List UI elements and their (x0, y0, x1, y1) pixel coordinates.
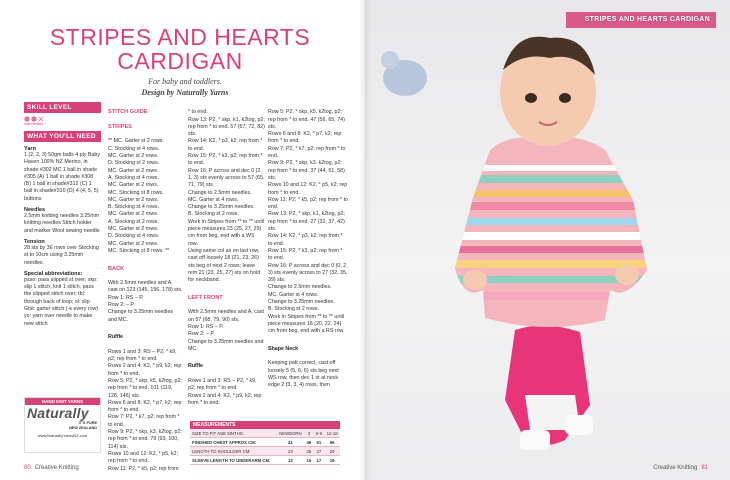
pattern-title-line2: CARDIGAN (117, 48, 243, 74)
table-cell: 41 (277, 438, 305, 447)
table-cell: 15 (304, 456, 313, 465)
ruffle-text: Rows 1 and 3: RS – P2, * k9, p2; rep from * to end. Rows 2 and 4: K2, * p9, k2; rep from * to end. Row 5: P2, * skp, k5, k2tog, p2; rep from * to end. 101 (119, 128, 146) sts. Rows 6 and 8: K2, * p7, k2; rep from * to end. Row 7: P2, * k7, p2; rep from * to end. Row 9: P2, * skp, k3, k2tog, p2; rep from * to end. 79 (93, 100, 114) sts. Rows 10 and 12: K2, * p5, k2; rep from * to end. Row 11: P2, * k5, p2; rep from (108, 348, 182, 472)
page-number: 80 (24, 465, 31, 471)
page-gutter (359, 0, 371, 480)
skill-level-heading: SKILL LEVEL (24, 102, 101, 113)
ruffle-heading: Ruffle (108, 334, 124, 341)
table-cell: 19 (324, 456, 340, 465)
abbreviations-heading: Special abbreviations: (24, 270, 83, 277)
table-cell: 23 (277, 447, 305, 456)
table-cell: 12-18 (324, 429, 340, 438)
naturally-yarns-logo (24, 397, 101, 453)
table-row (190, 438, 340, 447)
table-cell: 51 (314, 438, 325, 447)
magazine-name: Creative Knitting (34, 465, 79, 471)
logo-tagline-2: NEW ZEALAND (68, 426, 97, 430)
shape-neck-heading: Shape Neck (268, 345, 299, 352)
table-cell: 27 (314, 447, 325, 456)
logo-banner: HAND KNIT YARNS (25, 398, 100, 405)
left-ruffle-text: Rows 1 and 3: RS – P2, * k9, p2; rep from * to end. Rows 2 and 4: K2, * p9, k2; rep from * to end. (188, 377, 262, 406)
left-ruffle-heading: Ruffle (188, 363, 204, 370)
stitch-guide-heading: STITCH GUIDE (108, 109, 148, 116)
table-cell: 17 (314, 456, 325, 465)
needles-heading: Needles (24, 207, 46, 214)
yarn-text: 1 (2, 2, 3) 50gm balls 4 ply Baby Haven 100% NZ Merino, in shade #302 MC 1 ball in shade #305 (A) 1 ball in shade #308 (B) 1 ball in shade#312 (C) 1 ball in shade#310 (D) 4 (4, 5, 5) buttons (24, 152, 100, 202)
baby-photo (365, 0, 730, 480)
table-row (190, 456, 340, 465)
materials-sidebar (24, 102, 101, 328)
left-page-footer (24, 465, 79, 471)
table-cell: 29 (324, 447, 340, 456)
instructions-column-2 (188, 102, 265, 414)
table-cell: NEWBORN (277, 429, 305, 438)
right-page (365, 0, 730, 480)
yarn-heading: Yarn (24, 146, 36, 152)
table-cell: FINISHED CHEST APPROX CM: (190, 438, 277, 447)
designer-credit: Design by Naturally Yarns (141, 88, 229, 97)
left-front-heading: LEFT FRONT (188, 294, 223, 301)
pattern-title-line1: STRIPES AND HEARTS (49, 24, 311, 50)
table-cell: 3 (304, 429, 313, 438)
skill-icon-group (24, 116, 44, 126)
table-header-row (190, 429, 340, 438)
back-continued-text: * to end. Row 13: P2, * skp, k1, k2tog, p2; rep from * to end. 57 (67, 72, 82) sts. Row 14: K2, * p3, k2; rep from * to end. Row 15: P2, * k3, p2; rep from * to end. Row 16: P across and dec 0 (2, 1, 3) sts evenly across to 57 (65, 71, 79) sts. Change to 2.5mm needles. MC. Garter st 4 rows. Change to 3.25mm needles. B. Stocking st 2 rows. Work in Stripes from ** to ** until piece measures 23 (25, 27, 29) cm from beg, end with a WS row. Using same col as on last row, cast off loosely 18 (21, 23, 26) sts beg of next 2 rows; leave rem 21 (23, 25, 27) sts on hold for neckband. (188, 109, 265, 284)
logo-url: www.NaturallyYarnsNZ.com (37, 433, 88, 438)
table-row (190, 447, 340, 456)
magazine-name: Creative Knitting (653, 465, 698, 471)
skill-level-indicator (24, 116, 101, 126)
stripes-heading: STRIPES (108, 123, 132, 130)
tension-text: 28 sts by 36 rows over Stocking st to 10cm using 3.25mm needles. (24, 244, 99, 266)
page-number: 81 (701, 465, 708, 471)
abbreviations-text: psso: pass slipped st over; skp: slip 1 stitch, knit 1 stitch, pass the slipped stitch over; tbl: through back of loop; sl: slip Gtst: garter stitch (-k every row) yo: yarn over needle to make new stitch (24, 276, 99, 327)
measurements-heading: MEASUREMENTS (190, 421, 340, 429)
measurements-grid (190, 429, 340, 465)
back-text: With 2.5mm needles and A, cast on 123 (145, 156, 178) sts. Row 1: RS – P. Row 2: – P. Change to 3.25mm needles and MC. (108, 280, 183, 323)
table-cell: SLEEVE LENGTH TO UNDERARM CM: (190, 456, 277, 465)
table-cell: 6-9 (314, 429, 325, 438)
left-front-continued-text: Row 5: P2, * skp, k5, k2tog, p2; rep from * to end. 47 (56, 65, 74) sts. Rows 6 and 8: K2, * p7, k2; rep from * to end. Row 7: P2, * k7, p2; rep from * to end. Row 9: P2, * skp, k3, k2tog, p2; rep from * to end. 37 (44, 51, 58) sts. Rows 10 and 12: K2, * p5, k2; rep from * to end. Row 11: P2, * k5, p2; rep from * to end. Row 13: P2, * skp, k1, k2tog, p2; rep from * to end. 27 (32, 37, 42) sts. Row 14: K2, * p3, k2; rep from * to end. Row 15: P2, * k3, p2; rep from * to end. Row 16: P across and dec 0 (0, 2, 3) sts evenly across to 27 (32, 35, 39) sts. Change to 2.5mm needles. MC. Garter st 4 rows. Change to 3.25mm needles. B. Stocking st 2 rows. Work in Stripes from ** to ** until piece measures 18 (20, 22, 24) cm from beg, end with a RS row. (268, 109, 348, 335)
table-cell: 25 (304, 447, 313, 456)
tension-heading: Tension (24, 238, 45, 245)
shape-neck-text: Keeping patt correct, cast off loosely 5 (5, 6, 6) sts beg next WS row, then dec 1 st at neck edge 2 (3, 3, 4) rows, then (268, 360, 339, 389)
table-cell: LENGTH TO SHOULDER CM: (190, 447, 277, 456)
subtitle-line1: For baby and toddlers. (148, 77, 222, 86)
table-cell: 46 (304, 438, 313, 447)
stripes-text: ** MC. Garter st 2 rows. C. Stocking st 4 rows. MC. Garter st 2 rows. D. Stocking st 2 rows. MC. Garter st 2 rows. A. Stocking st 4 rows. MC. Garter st 2 rows. MC. Stocking st 8 rows. MC. Garter st 2 rows. B. Stocking st 4 rows. MC. Garter st 2 rows. A. Stocking st 2 rows. MC. Garter st 2 rows. D. Stocking st 4 rows. MC. Garter st 2 rows. MC. Stocking st 8 rows. ** (108, 138, 170, 254)
right-page-footer (653, 465, 708, 471)
subtitle-line2 (40, 87, 330, 98)
skill-level-label: intermediate (24, 122, 44, 126)
logo-tagline-1: IT'S PURE (78, 421, 97, 425)
table-cell: SIZE TO FIT AGE MNTHS: (190, 429, 277, 438)
table-cell: 13 (277, 456, 305, 465)
logo-wordmark: Naturally (27, 405, 89, 421)
measurements-table (190, 421, 340, 465)
instructions-column-3 (268, 102, 348, 397)
back-heading: BACK (108, 265, 125, 272)
table-cell: 56 (324, 438, 340, 447)
what-you-need-heading: WHAT YOU'LL NEED (24, 131, 101, 142)
instructions-column-1 (108, 102, 183, 480)
left-front-text: With 2.5mm needles and A, cast on 57 (68, 79, 90) sts. Row 1: RS – P. Row 2: – P. Change to 3.25mm needles and MC. (188, 309, 264, 352)
page-running-header: STRIPES AND HEARTS CARDIGAN (584, 16, 710, 23)
needles-text: 2.5mm knitting needles 3.25mm knitting needles Stitch holder and marker Wool sewing needle (24, 213, 100, 234)
pattern-subtitle (40, 76, 330, 98)
